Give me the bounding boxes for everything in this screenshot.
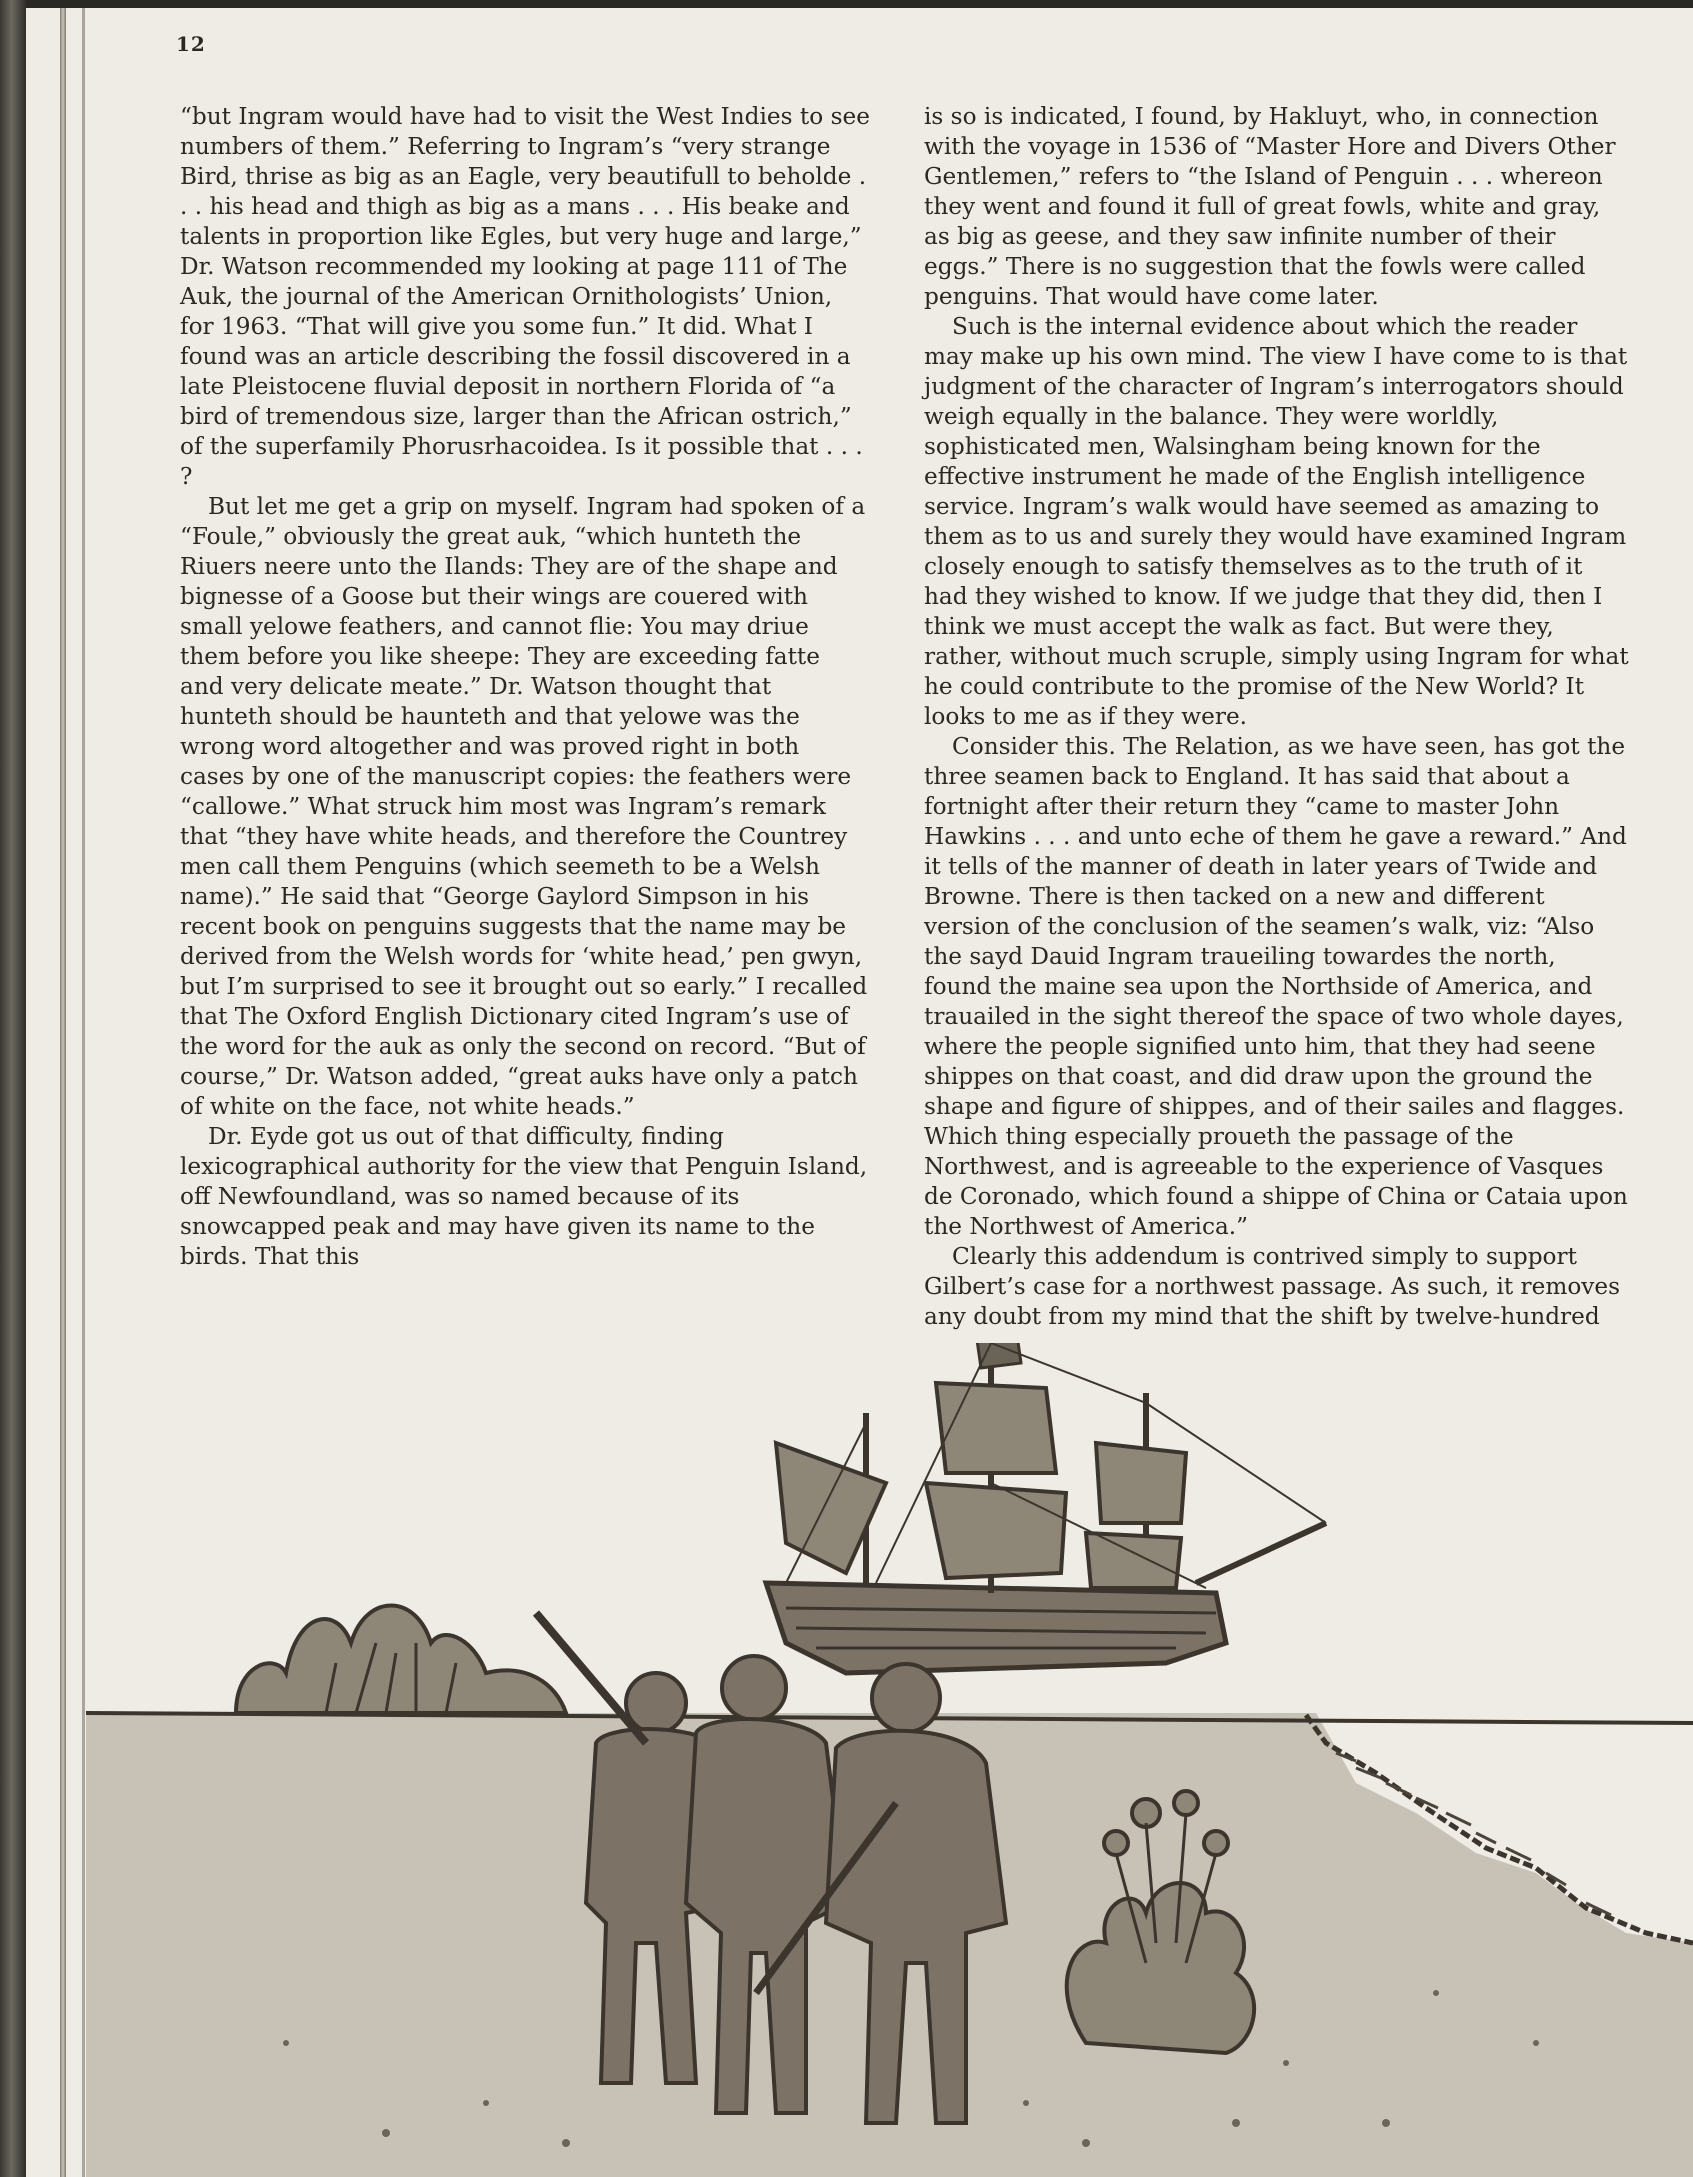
rock-outcrop-icon: [236, 1606, 566, 1714]
ship-bowsprit-icon: [1196, 1523, 1326, 1583]
left-paragraph-2: But let me get a grip on myself. Ingram had spoken of a “Foule,” obviously the great auk, “which hunteth the Riuers neere unto the Ilands: They are of the shape and bignesse of a Goose but their wings are couered with small yelowe feathers, and cannot flie: You may driue them before you like sheepe: They are exceeding fatte and very delicate meate.” Dr. Watson thought that hunteth should be haunteth and that yelowe was the wrong word altogether and was proved right in both cases by one of the manuscript copies: the feathers were “callowe.” What struck him most was Ingram’s remark that “they have white heads, and therefore the Countrey men call them Penguins (which seemeth to be a Welsh name).” He said that “George Gaylord Simpson in his recent book on penguins suggests that the name may be derived from the Welsh words for ‘white head,’ pen gwyn, but I’m surprised to see it brought out so early.” I recalled that The Oxford English Dictionary cited Ingram’s use of the word for the auk as only the second on record. “But of course,” Dr. Watson added, “great auks have only a patch of white on the face, not white heads.”: [180, 493, 868, 1120]
page-number: 12: [176, 32, 206, 56]
book-spine-edge: [0, 0, 26, 2177]
ship-sail-icon: [1086, 1533, 1181, 1588]
ship-sail-icon: [926, 1483, 1066, 1578]
ship-sail-icon: [1096, 1443, 1186, 1523]
right-paragraph-1: is so is indicated, I found, by Hakluyt, who, in connection with the voyage in 1536 of “Master Hore and Divers Other Gentlemen,” refers to “the Island of Penguin . . . whereon they went and found it full of great fowls, white and gray, as big as geese, and they saw infinite number of their eggs.” There is no suggestion that the fowls were called penguins. That would have come later.: [924, 103, 1616, 310]
left-paragraph-3: Dr. Eyde got us out of that difficulty, finding lexicographical authority for the view that Penguin Island, off Newfoundland, was so named because of its snowcapped peak and may have given its name to the birds. That this: [180, 1123, 868, 1270]
left-paragraph-1: “but Ingram would have had to visit the West Indies to see numbers of them.” Referring to Ingram’s “very strange Bird, thrise as big as an Eagle, very beautifull to beholde . . . his head and thigh as big as a mans . . . His beake and talents in proportion like Egles, but very huge and large,” Dr. Watson recommended my looking at page 111 of The Auk, the journal of the American Ornithologists’ Union, for 1963. “That will give you some fun.” It did. What I found was an article describing the fossil discovered in a late Pleistocene fluvial deposit in northern Florida of “a bird of tremendous size, larger than the African ostrich,” of the superfamily Phorusrhacoidea. Is it possible that . . . ?: [180, 103, 870, 490]
woodcut-ship-and-explorers-icon: [86, 1343, 1693, 2177]
ship-sail-icon: [936, 1383, 1056, 1473]
magazine-page: [26, 8, 1693, 2177]
right-paragraph-4: Clearly this addendum is contrived simply to support Gilbert’s case for a northwest passage. As such, it removes any doubt from my mind that the shift by twelve-hundred: [924, 1243, 1621, 1330]
right-paragraph-2: Such is the internal evidence about which the reader may make up his own mind. The view I have come to is that judgment of the character of Ingram’s interrogators should weigh equally in the balance. They were worldly, sophisticated men, Walsingham being known for the effective instrument he made of the English intelligence service. Ingram’s walk would have seemed as amazing to them as to us and surely they would have examined Ingram closely enough to satisfy themselves as to the truth of it had they wished to know. If we judge that they did, then I think we must accept the walk as fact. But were they, rather, without much scruple, simply using Ingram for what he could contribute to the promise of the New World? It looks to me as if they were.: [924, 313, 1629, 730]
left-text-column: [180, 102, 870, 1272]
ship-sail-icon: [776, 1443, 886, 1573]
right-text-column: [924, 102, 1630, 1332]
binding-rule: [60, 8, 66, 2177]
right-paragraph-3: Consider this. The Relation, as we have seen, has got the three seamen back to England. It has said that about a fortnight after their return they “came to master John Hawkins . . . and unto eche of them he gave a reward.” And it tells of the manner of death in later years of Twide and Browne. There is then tacked on a new and different version of the conclusion of the seamen’s walk, viz: “Also the sayd Dauid Ingram traueiling towardes the north, found the maine sea upon the Northside of America, and trauailed in the sight thereof the space of two whole dayes, where the people signified unto him, that they had seene shippes on that coast, and did draw upon the ground the shape and figure of shippes, and of their sailes and flagges. Which thing especially proueth the passage of the Northwest, and is agreeable to the experience of Vasques de Coronado, which found a shippe of China or Cataia upon the Northwest of America.”: [924, 733, 1628, 1240]
binding-rule-inner: [82, 8, 85, 2177]
